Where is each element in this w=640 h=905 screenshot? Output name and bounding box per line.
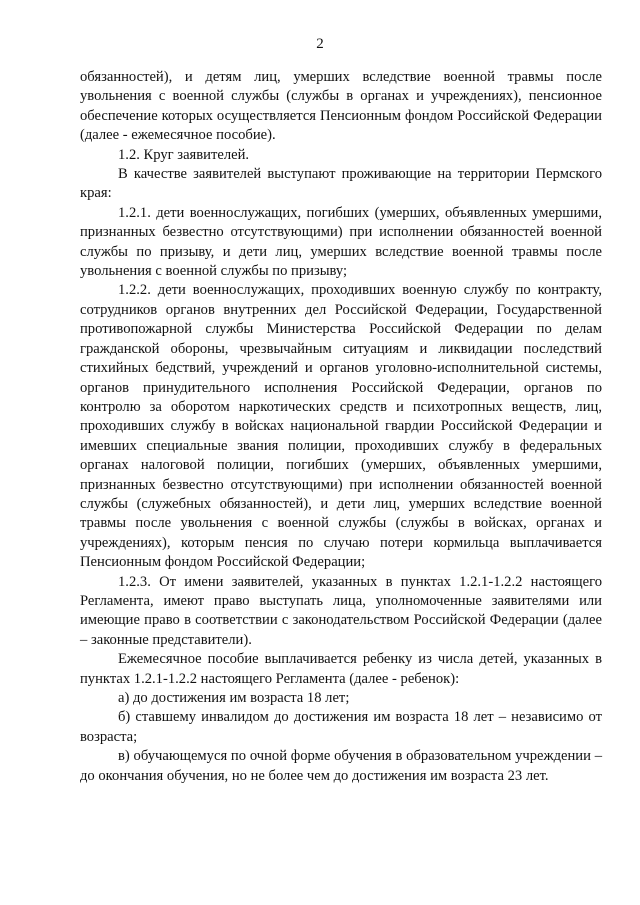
paragraph-1-2-1: 1.2.1. дети военнослужащих, погибших (умерших, объявленных умершими, признанных безвестно отсутствующими) при исполнении обязанностей военной службы по призыву, и дети лиц, умерших вследствие военной травмы после увольнения с военной службы по призыву;	[80, 204, 602, 280]
document-body	[80, 68, 602, 786]
page-number: 2	[316, 36, 324, 52]
paragraph-applicants-intro: В качестве заявителей выступают проживающие на территории Пермского края:	[80, 166, 602, 202]
paragraph-benefit-paid: Ежемесячное пособие выплачивается ребенку из числа детей, указанных в пунктах 1.2.1-1.2.2 настоящего Регламента (далее - ребенок):	[80, 651, 602, 687]
paragraph-1-2-3: 1.2.3. От имени заявителей, указанных в пунктах 1.2.1-1.2.2 настоящего Регламента, имеют право выступать лица, уполномоченные заявителями или имеющие право в соответствии с законодательством Российской Федерации (далее – законные представители).	[80, 573, 602, 648]
list-item-v: в) обучающемуся по очной форме обучения в образовательном учреждении – до окончания обучения, но не более чем до достижения им возраста 23 лет.	[80, 748, 602, 784]
list-item-b: б) ставшему инвалидом до достижения им возраста 18 лет – независимо от возраста;	[80, 709, 602, 745]
list-item-a: а) до достижения им возраста 18 лет;	[118, 690, 350, 706]
paragraph-section-heading: 1.2. Круг заявителей.	[118, 146, 250, 163]
paragraph-1-2-2: 1.2.2. дети военнослужащих, проходивших военную службу по контракту, сотрудников органов внутренних дел Российской Федерации, Государственной противопожарной службы Министерства Российской Федерации по делам гражданской обороны, чрезвычайным ситуациям и ликвидации последствий стихийных бедствий, учреждений и органов уголовно-исполнительной системы, органов принудительного исполнения Российской Федерации, органов по контролю за оборотом наркотических средств и психотропных веществ, лиц, проходивших службу в войсках национальной гвардии Российской Федерации и имевших специальные звания полиции, проходивших службу в федеральных органах налоговой полиции, погибших (умерших, объявленных умершими, признанных безвестно отсутствующими) при исполнении обязанностей военной службы (служебных обязанностей), и дети лиц, умерших вследствие военной травмы после увольнения с военной службы (службы в войсках, органах и учреждениях), которым пенсия по случаю потери кормильца выплачивается Пенсионным фондом Российской Федерации;	[80, 282, 602, 571]
paragraph-continuation: обязанностей), и детям лиц, умерших вследствие военной травмы после увольнения с военной службы (службы в органах и учреждениях), пенсионное обеспечение которых осуществляется Пенсионным фондом Российской Федерации (далее - ежемесячное пособие).	[80, 69, 602, 144]
